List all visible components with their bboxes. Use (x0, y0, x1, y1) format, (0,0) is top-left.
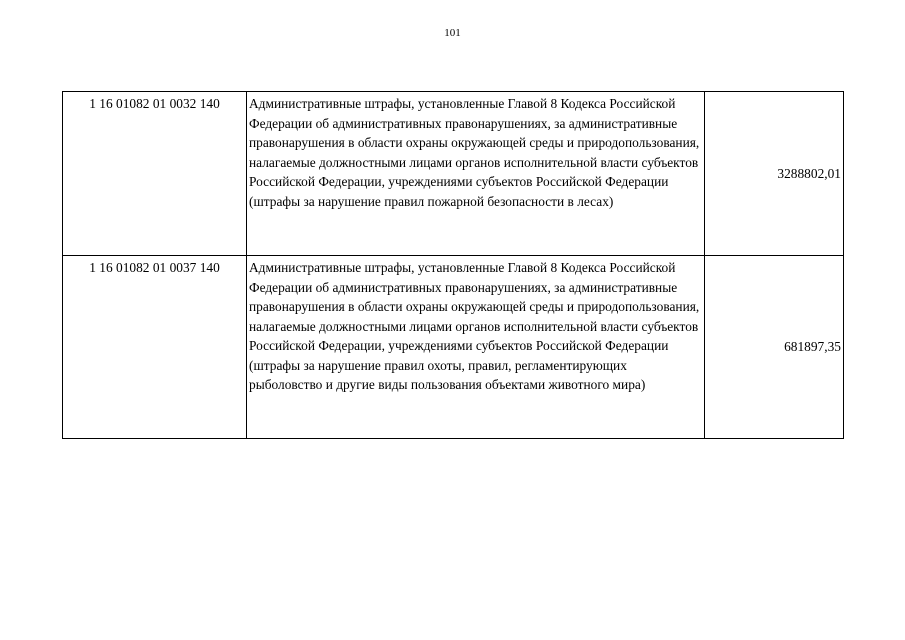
description-cell: Административные штрафы, установленные Главой 8 Кодекса Российской Федерации об административных правонарушениях, за административные правонарушения в области охраны окружающей среды и природопользования, налагаемые должностными лицами органов исполнительной власти субъектов Российской Федерации, учреждениями субъектов Российской Федерации (штрафы за нарушение правил пожарной безопасности в лесах) (247, 92, 705, 256)
table-row (63, 92, 844, 256)
amount-cell: 681897,35 (705, 256, 844, 439)
budget-revenue-table (62, 91, 844, 439)
page-number: 101 (444, 27, 461, 39)
table-row (63, 256, 844, 439)
description-cell: Административные штрафы, установленные Главой 8 Кодекса Российской Федерации об административных правонарушениях, за административные правонарушения в области охраны окружающей среды и природопользования, налагаемые должностными лицами органов исполнительной власти субъектов Российской Федерации, учреждениями субъектов Российской Федерации (штрафы за нарушение правил охоты, правил, регламентирующих рыболовство и другие виды пользования объектами животного мира) (247, 256, 705, 439)
budget-code-cell: 1 16 01082 01 0037 140 (63, 256, 247, 439)
budget-code-cell: 1 16 01082 01 0032 140 (63, 92, 247, 256)
amount-cell: 3288802,01 (705, 92, 844, 256)
